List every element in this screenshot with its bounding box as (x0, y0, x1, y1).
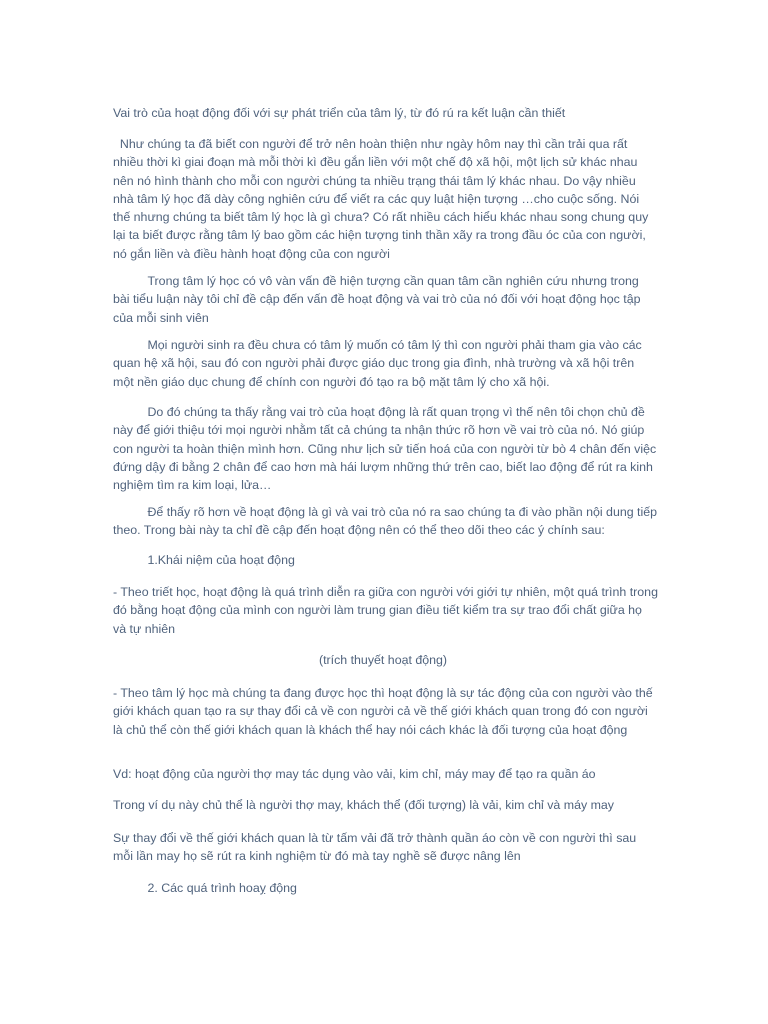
intro-paragraph: Như chúng ta đã biết con người để trở nên hoàn thiện như ngày hôm nay thì cần trải qua rất nhiều thời kì giai đoạn mà mỗi thời kì đều gắn liền với một chế độ xã hội, một lịch sử khác nhau nên nó hình thành cho mỗi con người chúng ta nhiều trạng thái tâm lý khác nhau. Do vậy nhiều nhà tâm lý học đã dày công nghiên cứu để viết ra các quy luật hiện tượng …cho cuộc sống. Nói thế nhưng chúng ta biết tâm lý học là gì chưa? Có rất nhiều cách hiểu khác nhau song chung quy lại ta biết được rằng tâm lý bao gồm các hiện tượng tinh thần xãy ra trong đầu óc của con người, nó gắn liền và điều hành hoạt động của con người (113, 137, 652, 261)
paragraph-psychology-definition: - Theo tâm lý học mà chúng ta đang được học thì hoạt động là sự tác động của con người vào thế giới khách quan tạo ra sự thay đổi cả về con người cả về thế giới khách quan trong đó con người là chủ thể còn thế giới khách quan là khách thể hay nói cách khác là đối tượng của hoạt động (113, 686, 657, 737)
section-heading-2: 2. Các quá trình hoaỵ động (113, 881, 297, 895)
citation: (trích thuyết hoạt động) (318, 653, 448, 667)
example-paragraph: Vd: hoạt động của người thợ may tác dụng vào vải, kim chỉ, máy may để tạo ra quần áo (113, 767, 596, 781)
paragraph-topic: Trong tâm lý học có vô vàn vấn đề hiện tượng cần quan tâm cần nghiên cứu nhưng trong bài tiểu luận này tôi chỉ đề cập đến vấn đề hoạt động và vai trò của nó đối với hoạt động học tập của mỗi sinh viên (113, 274, 644, 325)
example-explanation: Trong ví dụ này chủ thể là người thợ may, khách thể (đối tượng) là vải, kim chỉ và máy may (113, 798, 615, 812)
paragraph-social-relations: Mọi người sinh ra đều chưa có tâm lý muốn có tâm lý thì con người phải tham gia vào các quan hệ xã hội, sau đó con người phải được giáo dục trong gia đình, nhà trường và xã hội trên một nền giáo dục chung để chính con người đó tạo ra bộ mặt tâm lý cho xã hội. (113, 338, 646, 389)
paragraph-transition: Để thấy rõ hơn về hoạt động là gì và vai trò của nó ra sao chúng ta đi vào phần nội dung tiếp theo. Trong bài này ta chỉ đề cập đến hoạt động nên có thể theo dõi theo các ý chính sau: (113, 505, 661, 538)
paragraph-change: Sự thay đổi về thế giới khách quan là từ tấm vải đã trở thành quần áo còn về con người thì sau mỗi lần may họ sẽ rút ra kinh nghiệm từ đó mà tay nghề sẽ được nâng lên (113, 831, 640, 864)
paragraph-importance: Do đó chúng ta thấy rằng vai trò của hoạt động là rất quan trọng vì thế nên tôi chọn chủ đề này để giới thiệu tới mọi người nhằm tất cả chúng ta nhận thức rõ hơn về vai trò của nó. Nó giúp con người ta hoàn thiện mình hơn. Cũng như lịch sử tiến hoá của con người từ bò 4 chân đến việc đứng dậy đi bằng 2 chân để cao hơn mà hái lượm những thứ trên cao, biết lao động để rút ra kinh nghiệm tìm ra kim loại, lửa… (113, 405, 660, 493)
section-heading-1: 1.Khái niệm của hoạt động (113, 553, 295, 567)
document-title: Vai trò của hoạt động đối với sự phát triển của tâm lý, từ đó rú ra kết luận cần thiết (113, 106, 566, 120)
paragraph-philosophy-definition: - Theo triết học, hoạt động là quá trình diễn ra giữa con người với giới tự nhiên, một quá trình trong đó bằng hoạt động của mình con người làm trung gian điều tiết kiểm tra sự trao đổi chất giữa họ và tự nhiên (113, 585, 662, 636)
